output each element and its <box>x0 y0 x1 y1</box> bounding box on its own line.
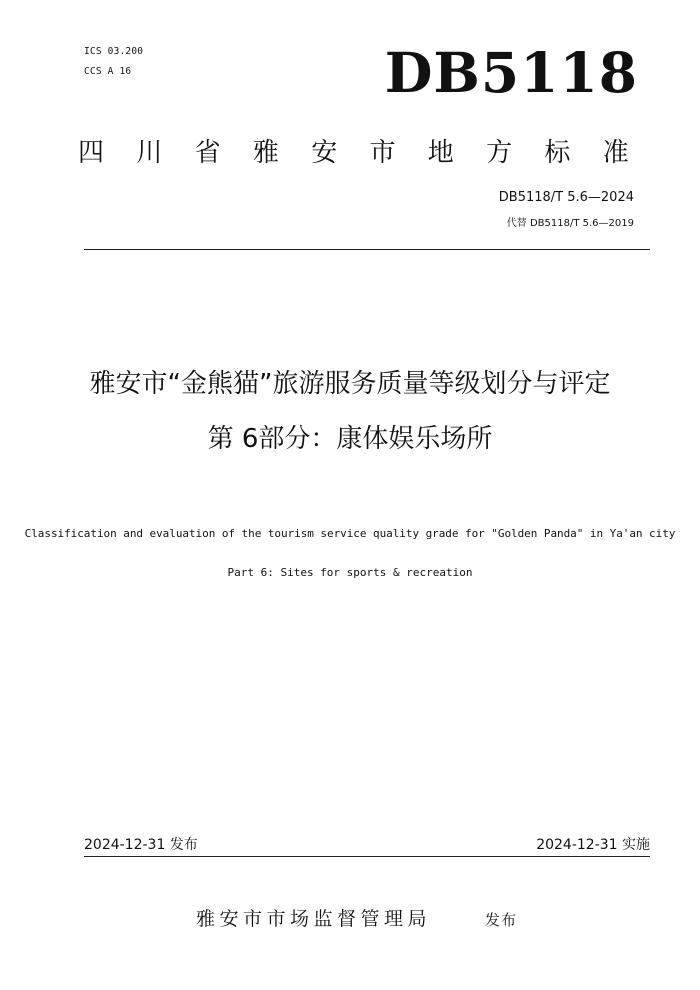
standard-category-title: 四川省雅安市地方标准 <box>78 138 662 168</box>
issue-label: 发布 <box>485 911 518 929</box>
document-title: 雅安市“金熊猫”旅游服务质量等级划分与评定 <box>89 369 611 399</box>
ics-code: ICS 03.200 <box>84 46 144 57</box>
ccs-code: CCS A 16 <box>84 66 132 77</box>
english-part-title: Part 6: Sites for sports & recreation <box>227 566 473 579</box>
standard-series-code: DB5118 <box>384 40 638 105</box>
publish-date: 2024-12-31 发布 <box>84 837 198 853</box>
implement-date: 2024-12-31 实施 <box>536 837 650 853</box>
header-divider <box>84 249 650 250</box>
english-title: Classification and evaluation of the tourism service quality grade for "Golden Panda" in Ya'an city <box>24 527 676 540</box>
document-part-title: 第 6部分：康体娱乐场所 <box>207 424 493 454</box>
replaces-standard: 代替 DB5118/T 5.6—2019 <box>506 218 634 229</box>
issuing-authority: 雅安市市场监督管理局 <box>196 908 432 930</box>
standard-number: DB5118/T 5.6—2024 <box>498 190 634 205</box>
footer-divider <box>84 856 650 857</box>
